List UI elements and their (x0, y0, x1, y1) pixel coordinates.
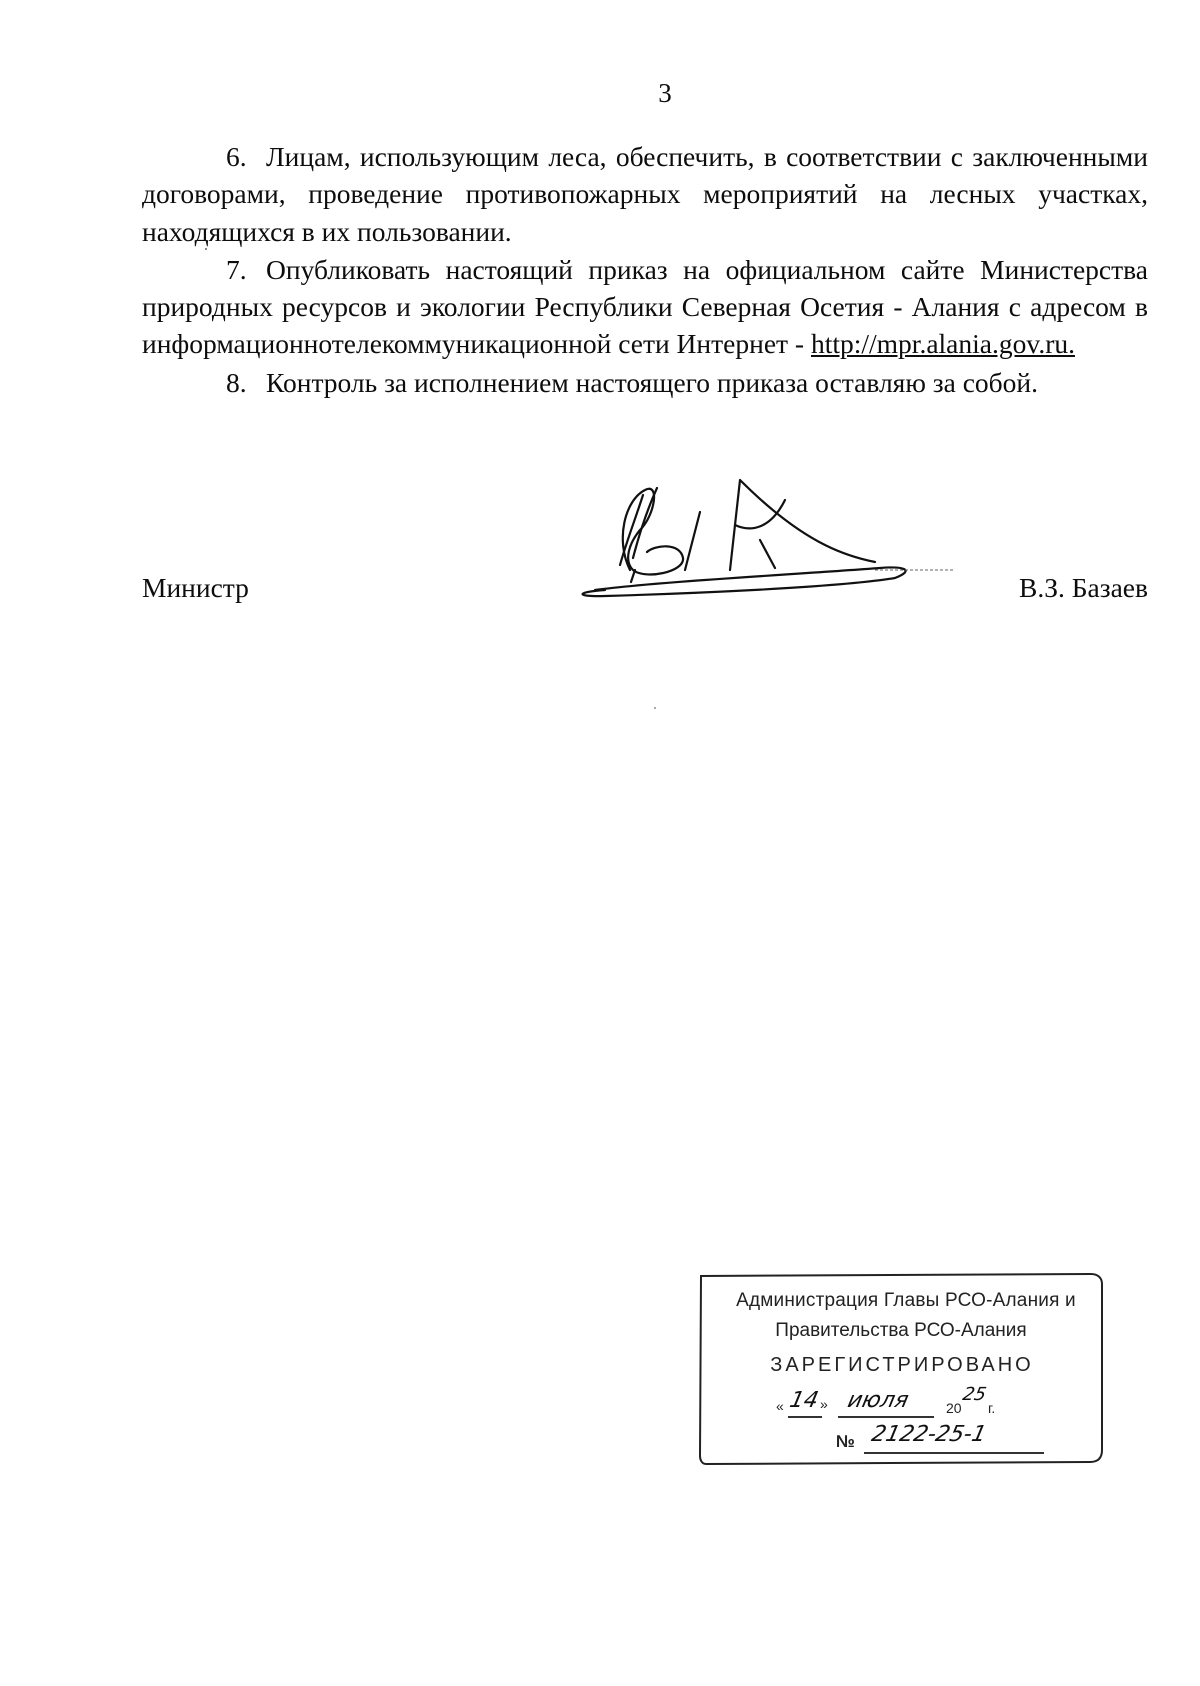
number-underline (864, 1452, 1044, 1454)
stamp-organization-line-2: Правительства РСО-Алания (775, 1320, 1027, 1341)
stamp-organization-line-1: Администрация Главы РСО-Алания и (736, 1290, 1076, 1311)
document-body (142, 138, 1148, 402)
signatory-name: В.З. Базаев (1018, 572, 1148, 603)
number-label: № (836, 1432, 855, 1451)
date-day: 14 (787, 1388, 821, 1413)
paragraph-7 (142, 251, 1148, 363)
registration-number: 2122-25-1 (869, 1422, 989, 1447)
paragraph-text: Опубликовать настоящий приказ на официальном сайте Министерства природных ресурсов и экологии Республики Северная Осетия - Алания с адресом в информационнотелекоммуникационной сети Интернет - (142, 253, 1148, 360)
stamp-date (776, 1384, 1076, 1420)
paragraph-number: 8. (226, 366, 247, 398)
date-quote-close: » (820, 1396, 828, 1412)
date-quote-open: « (776, 1398, 784, 1414)
year-suffix-label: г. (988, 1400, 996, 1416)
stamp-status: ЗАРЕГИСТРИРОВАНО (770, 1354, 1034, 1376)
date-year-prefix: 20 (946, 1400, 962, 1416)
scan-speck (654, 707, 656, 709)
paragraph-8 (142, 364, 1148, 401)
page-number: 3 (658, 78, 672, 108)
paragraph-text: Контроль за исполнением настоящего приказа оставляю за собой. (266, 366, 1038, 398)
date-month: июля (845, 1388, 911, 1413)
signature-block (142, 572, 1148, 612)
paragraph-text: Лицам, использующим леса, обеспечить, в соответствии с заключенными договорами, проведение противопожарных мероприятий на лесных участках, находящихся в их пользовании. (142, 141, 1148, 247)
stamp-number (836, 1422, 1076, 1456)
website-link[interactable]: http://mpr.alania.gov.ru. (810, 328, 1075, 360)
signatory-title: Министр (142, 572, 249, 603)
paragraph-number: 6. (226, 141, 247, 172)
paragraph-6 (142, 138, 1148, 250)
registration-stamp (696, 1270, 1106, 1468)
date-year-suffix: 25 (960, 1384, 989, 1405)
day-underline (788, 1416, 822, 1418)
month-underline (838, 1416, 934, 1418)
paragraph-number: 7. (226, 253, 247, 285)
